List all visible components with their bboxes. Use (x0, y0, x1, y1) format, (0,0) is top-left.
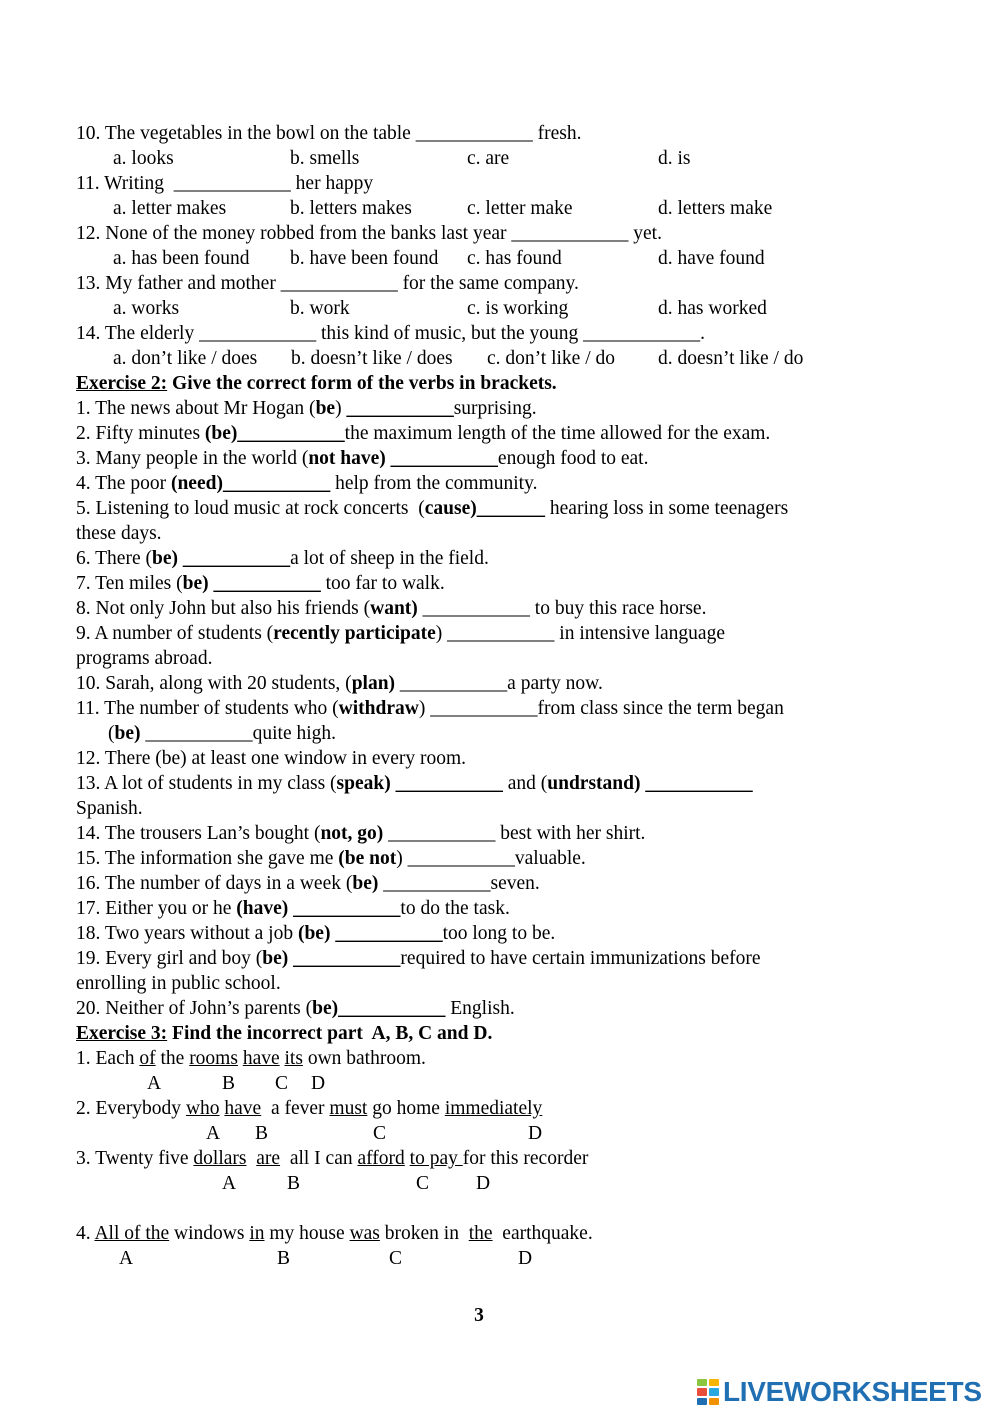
verb-prompt: not, go) (320, 823, 384, 844)
question-10-options (76, 146, 976, 171)
item-text: surprising. (453, 398, 537, 419)
item-text: 2. Fifty minutes (76, 423, 205, 444)
letter-c: C (275, 1073, 289, 1094)
verb-prompt: be) (262, 948, 289, 969)
part-d: its (284, 1048, 303, 1069)
item-text: Spanish. (76, 798, 143, 819)
option-d: d. have found (658, 248, 765, 269)
ex2-item-8 (76, 596, 976, 621)
item-text: and ( (502, 773, 548, 794)
question-13-options (76, 296, 976, 321)
option-a: a. has been found (113, 248, 250, 269)
part-d: immediately (444, 1098, 543, 1119)
part-b: rooms (189, 1048, 238, 1069)
ex2-item-13 (76, 771, 976, 796)
letter-d: D (476, 1173, 491, 1194)
exercise-label: Exercise 2: (76, 373, 168, 394)
exercise-2-heading (76, 371, 976, 396)
item-text: ) ___________valuable. (396, 848, 586, 869)
ex2-item-9-continued (76, 646, 976, 671)
item-text: to do the task. (400, 898, 510, 919)
item-text: too long to be. (442, 923, 556, 944)
part-a: who (185, 1098, 220, 1119)
option-a: a. looks (113, 148, 174, 169)
item-text: 9. A number of students ( (76, 623, 274, 644)
item-text: 3. Twenty five (76, 1148, 194, 1169)
item-text: hearing loss in some teenagers (545, 498, 789, 519)
verb-prompt: be) (182, 573, 209, 594)
item-text: 5. Listening to loud music at rock concerts ( (76, 498, 425, 519)
option-a: a. letter makes (113, 198, 227, 219)
question-11-options (76, 196, 976, 221)
ex2-item-5-continued (76, 521, 976, 546)
part-a: dollars (193, 1148, 247, 1169)
question-11 (76, 171, 976, 196)
liveworksheets-logo[interactable] (697, 1377, 982, 1407)
ex3-item-1 (76, 1046, 976, 1071)
question-stem: 11. Writing ____________ her happy (76, 173, 374, 194)
part-a: of (139, 1048, 156, 1069)
item-text: 10. Sarah, along with 20 students, ( (76, 673, 352, 694)
item-text: ) ___________from class since the term began (418, 698, 784, 719)
verb-prompt: (need)___________ (170, 473, 331, 494)
question-stem: 12. None of the money robbed from the banks last year ____________ yet. (76, 223, 662, 244)
ex3-item-2-letters (76, 1121, 976, 1146)
ex2-item-1 (76, 396, 976, 421)
question-14 (76, 321, 976, 346)
part-c: must (329, 1098, 368, 1119)
question-12-options (76, 246, 976, 271)
ex2-item-3 (76, 446, 976, 471)
ex2-item-13-continued (76, 796, 976, 821)
item-text: enough food to eat. (497, 448, 649, 469)
item-text: 16. The number of days in a week ( (76, 873, 353, 894)
letter-d: D (311, 1073, 326, 1094)
item-text: broken in (379, 1223, 469, 1244)
exercise-3-heading (76, 1021, 976, 1046)
question-stem: 13. My father and mother ____________ for the same company. (76, 273, 579, 294)
option-d: d. has worked (658, 298, 767, 319)
item-text: enrolling in public school. (76, 973, 281, 994)
item-text: required to have certain immunizations before (400, 948, 761, 969)
logo-text: LIVEWORKSHEETS (723, 1376, 982, 1407)
ex3-item-2 (76, 1096, 976, 1121)
ex3-item-3 (76, 1146, 976, 1171)
item-text: windows (169, 1223, 250, 1244)
item-text: programs abroad. (76, 648, 213, 669)
item-text: English. (445, 998, 515, 1019)
letter-c: C (416, 1173, 430, 1194)
ex2-item-11 (76, 696, 976, 721)
item-text: 1. The news about Mr Hogan ( (76, 398, 316, 419)
item-text: own bathroom. (302, 1048, 426, 1069)
item-text: 3. Many people in the world ( (76, 448, 309, 469)
answer-blank: ___________ (346, 398, 454, 419)
letter-d: D (518, 1248, 533, 1269)
item-text: 11. The number of students who ( (76, 698, 339, 719)
letter-d: D (528, 1123, 543, 1144)
item-text: 7. Ten miles ( (76, 573, 183, 594)
answer-blank: ___________ (293, 948, 401, 969)
item-text: 4. (76, 1223, 95, 1244)
verb-prompt: be) (151, 548, 178, 569)
ex2-item-17 (76, 896, 976, 921)
letter-b: B (255, 1123, 269, 1144)
item-text: ___________ best with her shirt. (383, 823, 646, 844)
verb-prompt: not have) (308, 448, 386, 469)
ex2-item-14 (76, 821, 976, 846)
question-13 (76, 271, 976, 296)
item-text: 12. There (be) at least one window in every room. (76, 748, 467, 769)
part-c: afford (357, 1148, 405, 1169)
letter-c: C (389, 1248, 403, 1269)
ex2-item-7 (76, 571, 976, 596)
option-b: b. doesn’t like / does (291, 348, 453, 369)
item-text: go home (367, 1098, 445, 1119)
letter-b: B (287, 1173, 301, 1194)
ex2-item-19 (76, 946, 976, 971)
verb-prompt: plan) (351, 673, 396, 694)
item-text: 2. Everybody (76, 1098, 186, 1119)
ex2-item-20 (76, 996, 976, 1021)
item-text: my house (264, 1223, 350, 1244)
ex2-item-18 (76, 921, 976, 946)
item-text: these days. (76, 523, 162, 544)
item-text: a fever (261, 1098, 330, 1119)
question-14-options (76, 346, 976, 371)
option-b: b. letters makes (290, 198, 412, 219)
verb-prompt: (be)___________ (204, 423, 345, 444)
ex3-item-1-letters (76, 1071, 976, 1096)
item-text: ___________a party now. (395, 673, 603, 694)
ex2-item-2 (76, 421, 976, 446)
answer-blank: ___________ (395, 773, 503, 794)
question-12 (76, 221, 976, 246)
question-10 (76, 121, 976, 146)
ex2-item-9 (76, 621, 976, 646)
item-text: 1. Each (76, 1048, 140, 1069)
ex2-item-10 (76, 671, 976, 696)
answer-blank: ___________ (645, 773, 753, 794)
option-a: a. works (113, 298, 180, 319)
option-c: c. letter make (467, 198, 573, 219)
item-text: ) (335, 398, 347, 419)
item-text: 4. The poor (76, 473, 171, 494)
verb-prompt: be) (114, 723, 141, 744)
item-text: the (155, 1048, 190, 1069)
part-d: the (468, 1223, 493, 1244)
part-a: All of the (94, 1223, 170, 1244)
ex2-item-11-continued (76, 721, 976, 746)
ex3-item-4-letters (76, 1246, 976, 1271)
item-text: 20. Neither of John’s parents ( (76, 998, 313, 1019)
verb-prompt: be (315, 398, 336, 419)
letter-a: A (206, 1123, 221, 1144)
item-text: 17. Either you or he (76, 898, 237, 919)
letter-a: A (147, 1073, 162, 1094)
ex2-item-5 (76, 496, 976, 521)
option-c: c. has found (467, 248, 562, 269)
option-c: c. are (467, 148, 510, 169)
verb-prompt: (be not (338, 848, 397, 869)
exercise-instruction: Find the incorrect part A, B, C and D. (167, 1023, 493, 1044)
worksheet-page (76, 121, 976, 1271)
verb-prompt: (be) (297, 923, 331, 944)
spacer (76, 1196, 976, 1221)
letter-a: A (222, 1173, 237, 1194)
item-text: 19. Every girl and boy ( (76, 948, 263, 969)
verb-prompt: (have) (236, 898, 289, 919)
ex2-item-6 (76, 546, 976, 571)
item-text: all I can (280, 1148, 358, 1169)
part-d: to pay (409, 1148, 463, 1169)
option-b: b. smells (290, 148, 360, 169)
answer-blank: ___________ (390, 448, 498, 469)
answer-blank: ___________ (182, 548, 291, 569)
item-text: earthquake. (492, 1223, 593, 1244)
item-text (247, 1148, 257, 1169)
item-text: ___________seven. (378, 873, 540, 894)
item-text: too far to walk. (320, 573, 445, 594)
option-d: d. doesn’t like / do (658, 348, 804, 369)
item-text: 18. Two years without a job (76, 923, 298, 944)
verb-prompt: be)___________ (312, 998, 446, 1019)
verb-prompt: recently participate (273, 623, 436, 644)
item-text: the maximum length of the time allowed for the exam. (344, 423, 771, 444)
item-text: ) ___________ in intensive language (435, 623, 725, 644)
letter-c: C (373, 1123, 387, 1144)
ex2-item-16 (76, 871, 976, 896)
verb-prompt: speak) (336, 773, 391, 794)
option-c: c. is working (467, 298, 569, 319)
question-stem: 14. The elderly ____________ this kind of music, but the young ____________. (76, 323, 706, 344)
answer-blank: ___________ (293, 898, 401, 919)
verb-prompt: undrstand) (547, 773, 641, 794)
part-b: have (224, 1098, 262, 1119)
item-text: 6. There ( (76, 548, 152, 569)
question-stem: 10. The vegetables in the bowl on the table ____________ fresh. (76, 123, 582, 144)
part-b: are (256, 1148, 281, 1169)
item-text: help from the community. (330, 473, 538, 494)
item-text: ___________ to buy this race horse. (417, 598, 707, 619)
item-text: 14. The trousers Lan’s bought ( (76, 823, 321, 844)
ex2-item-4 (76, 471, 976, 496)
item-text: ( (108, 723, 115, 744)
exercise-instruction: Give the correct form of the verbs in brackets. (167, 373, 557, 394)
option-b: b. have been found (290, 248, 439, 269)
letter-a: A (119, 1248, 134, 1269)
item-text: for this recorder (462, 1148, 589, 1169)
ex3-item-4 (76, 1221, 976, 1246)
ex2-item-19-continued (76, 971, 976, 996)
verb-prompt: withdraw (338, 698, 419, 719)
part-c: have (242, 1048, 280, 1069)
liveworksheets-logo-icon (697, 1379, 719, 1405)
option-b: b. work (290, 298, 350, 319)
letter-b: B (277, 1248, 291, 1269)
answer-blank: ___________ (213, 573, 321, 594)
answer-blank: ___________ (335, 923, 443, 944)
option-d: d. letters make (658, 198, 773, 219)
item-text: 8. Not only John but also his friends ( (76, 598, 371, 619)
item-text: 13. A lot of students in my class ( (76, 773, 337, 794)
item-text: a lot of sheep in the field. (290, 548, 489, 569)
verb-prompt: want) (370, 598, 418, 619)
option-d: d. is (658, 148, 691, 169)
page-number: 3 (474, 1305, 484, 1326)
exercise-label: Exercise 3: (76, 1023, 168, 1044)
verb-prompt: cause)_______ (424, 498, 546, 519)
item-text: ___________quite high. (140, 723, 337, 744)
ex3-item-3-letters (76, 1171, 976, 1196)
ex2-item-15 (76, 846, 976, 871)
option-a: a. don’t like / does (113, 348, 258, 369)
option-c: c. don’t like / do (487, 348, 615, 369)
part-b: in (249, 1223, 265, 1244)
part-c: was (349, 1223, 380, 1244)
item-text: 15. The information she gave me (76, 848, 339, 869)
letter-b: B (222, 1073, 236, 1094)
ex2-item-12 (76, 746, 976, 771)
verb-prompt: be) (352, 873, 379, 894)
